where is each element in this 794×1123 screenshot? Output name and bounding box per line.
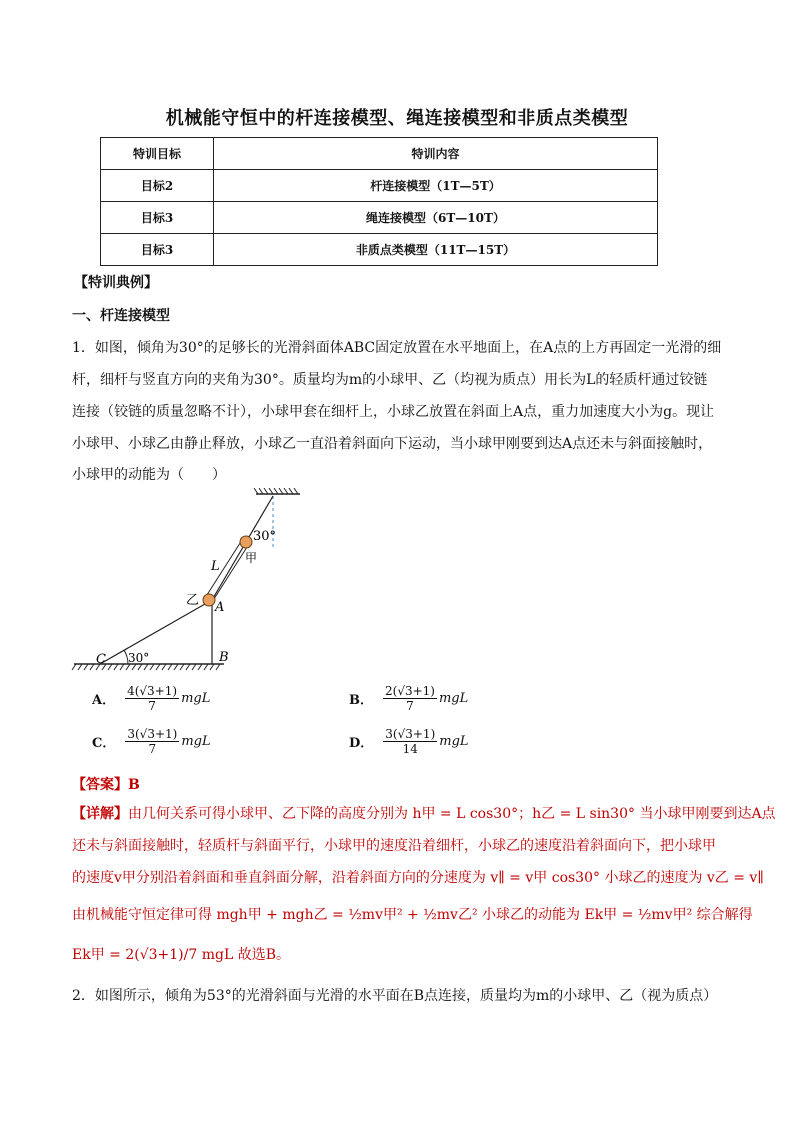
option-fraction: $\frac{3(√3+1)}{14}$ [385, 727, 436, 756]
option-tail: mgL [438, 691, 469, 706]
ball-yi [203, 594, 215, 606]
table-header-cell: 特训目标 [101, 138, 214, 170]
detail-line: Ek甲 = 2(√3+1)/7 mgL 故选B。 [72, 947, 290, 963]
option-fraction: $\frac{4(√3+1)}{7}$ [127, 684, 178, 713]
answer-tag: 【答案】 [72, 777, 128, 793]
subsection-heading: 一、杆连接模型 [72, 308, 170, 324]
option-c[interactable] [92, 727, 211, 756]
incline-figure [70, 488, 310, 678]
figure-label: L [211, 559, 220, 574]
question-1-line: 连接（铰链的质量忽略不计），小球甲套在细杆上，小球乙放置在斜面上A点，重力加速度大小为g。现让 [72, 404, 715, 420]
question-1-line: 小球甲的动能为（ ） [72, 467, 226, 483]
table-cell: 杆连接模型（1T—5T） [214, 170, 658, 202]
option-label: D． [349, 736, 374, 751]
question-1-line: 杆，细杆与竖直方向的夹角为30°。质量均为m的小球甲、乙（均视为质点）用长为L的轻质杆通过铰链 [72, 372, 708, 388]
option-a[interactable] [92, 684, 210, 713]
table-cell: 绳连接模型（6T—10T） [214, 202, 658, 234]
option-tail: mgL [439, 734, 469, 749]
detail-line [72, 804, 776, 824]
figure-label: C [96, 652, 106, 667]
detail-line: 还未与斜面接触时，轻质杆与斜面平行，小球甲的速度沿着细杆，小球乙的速度沿着斜面向下，把小球甲 [72, 838, 716, 854]
table-cell: 非质点类模型（11T—15T） [214, 234, 658, 266]
table-header-row [101, 138, 658, 170]
detail-tag: 【详解】 [72, 806, 128, 822]
detail-line: 由机械能守恒定律可得 mgh甲 + mgh乙 = ½mv甲² + ½mv乙² 小球乙的动能为 Ek甲 = ½mv甲² 综合解得 [72, 907, 753, 923]
table-cell: 目标3 [101, 202, 214, 234]
table-row [101, 170, 658, 202]
table-row [101, 234, 658, 266]
figure-label: 乙 [186, 593, 200, 608]
figure-label: 甲 [245, 551, 258, 565]
option-label: B． [349, 693, 373, 708]
section-label: 【特训典例】 [74, 275, 158, 291]
option-tail: mgL [181, 691, 211, 706]
training-targets-table [100, 137, 658, 266]
option-label: A． [92, 693, 116, 708]
question-2-line: 2．如图所示，倾角为53°的光滑斜面与光滑的水平面在B点连接，质量均为m的小球甲、乙（视为质点） [72, 988, 718, 1004]
option-label: C． [92, 736, 116, 751]
table-header-cell: 特训内容 [214, 138, 658, 170]
table-row [101, 202, 658, 234]
answer-value: B [128, 777, 140, 793]
question-1-line: 1．如图，倾角为30°的足够长的光滑斜面体ABC固定放置在水平地面上，在A点的上方再固定一光滑的细 [72, 340, 722, 356]
figure-label: 30° [128, 651, 150, 665]
figure-label: B [219, 650, 229, 665]
page-title: 机械能守恒中的杆连接模型、绳连接模型和非质点类模型 [165, 108, 629, 129]
question-1-line: 小球甲、小球乙由静止释放，小球乙一直沿着斜面向下运动，当小球甲刚要到达A点还未与斜面接触时， [72, 436, 713, 452]
option-tail: mgL [181, 734, 211, 749]
table-cell: 目标2 [101, 170, 214, 202]
detail-text: 由几何关系可得小球甲、乙下降的高度分别为 h甲 = L cos30°；h乙 = L sin30° 当小球甲刚要到达A点 [128, 806, 776, 822]
figure-label: A [215, 600, 225, 615]
answer-line [72, 775, 140, 795]
option-fraction: $\frac{2(√3+1)}{7}$ [385, 684, 435, 713]
table-cell: 目标3 [101, 234, 214, 266]
option-b[interactable] [349, 684, 468, 713]
option-d[interactable] [349, 727, 469, 756]
figure-label: 30° [253, 529, 277, 544]
detail-line: 的速度v甲分别沿着斜面和垂直斜面分解，沿着斜面方向的分速度为 v∥ = v甲 cos30° 小球乙的速度为 v乙 = v∥ [72, 870, 764, 886]
ball-jia [240, 536, 252, 548]
option-fraction: $\frac{3(√3+1)}{7}$ [127, 727, 178, 756]
